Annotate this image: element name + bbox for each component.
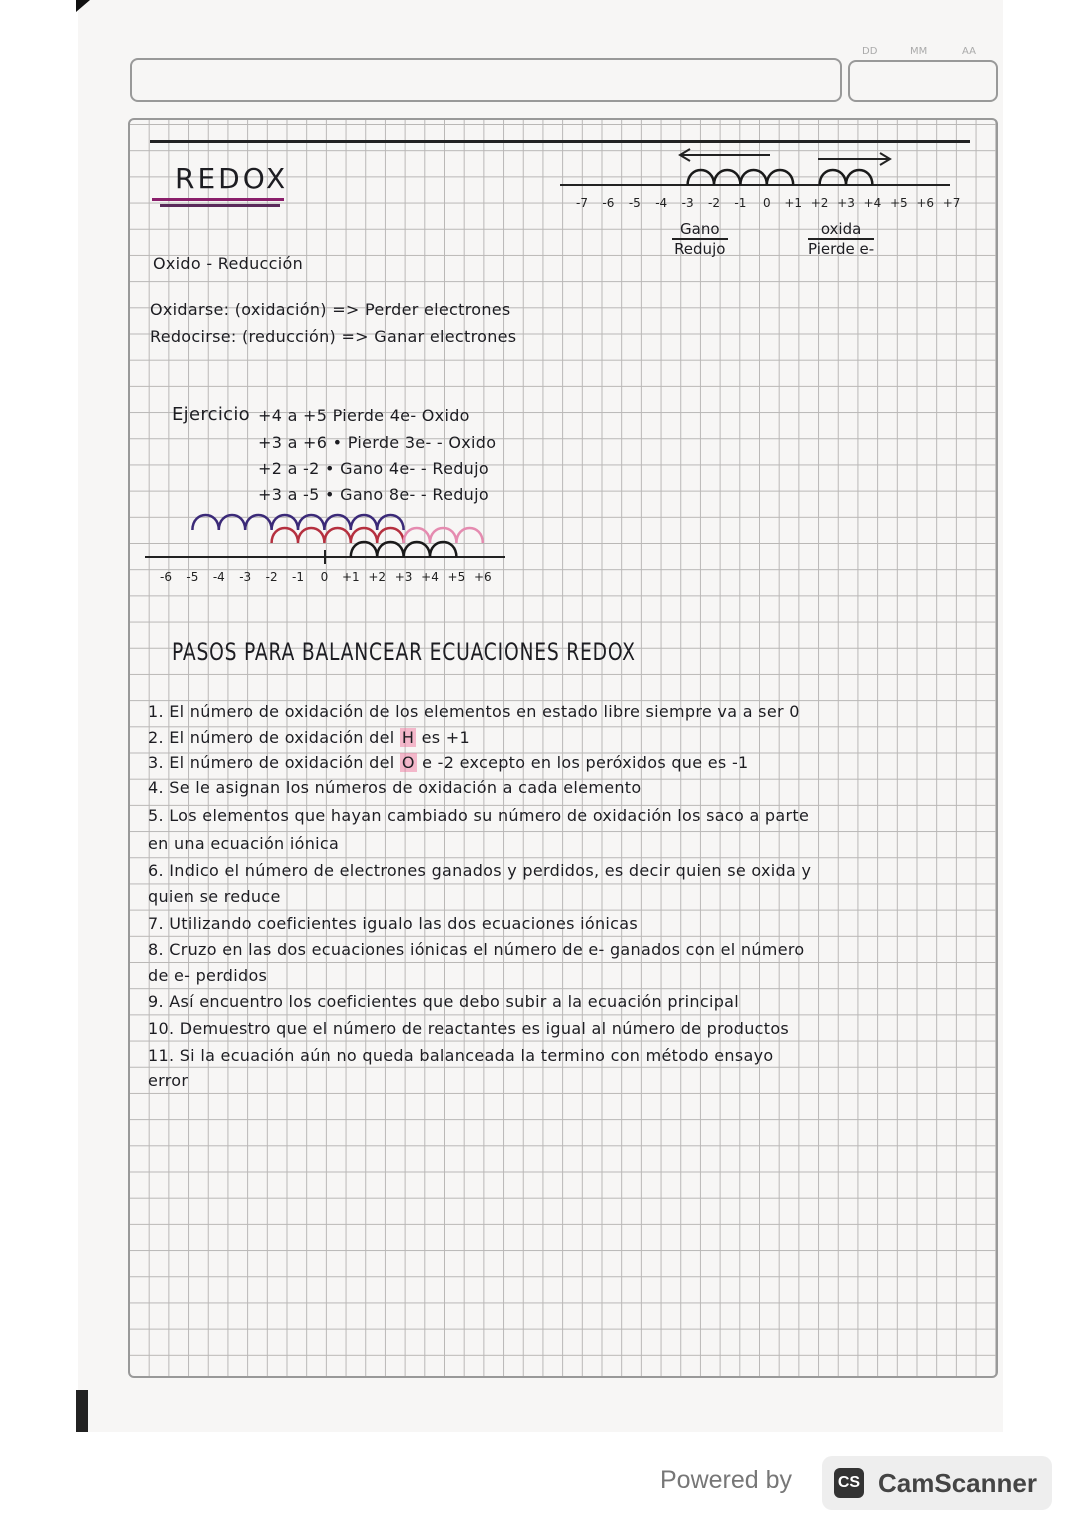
exercise-line-4: +3 a -5 • Gano 8e- - Redujo bbox=[258, 485, 489, 504]
tick-label: +6 bbox=[473, 570, 492, 584]
step-highlight: O bbox=[401, 753, 415, 772]
step-text: quien se reduce bbox=[148, 887, 281, 906]
step-text: 5. Los elementos que hayan cambiado su número de oxidación los saco a parte bbox=[148, 806, 810, 825]
step-text: en una ecuación iónica bbox=[148, 834, 340, 853]
tick-label: 0 bbox=[762, 196, 771, 210]
step-text: 2. El número de oxidación del bbox=[148, 728, 400, 747]
tick-label: 0 bbox=[320, 570, 329, 584]
definition-reduction: Redocirse: (reducción) => Ganar electrones bbox=[150, 327, 517, 346]
definition-oxidation: Oxidarse: (oxidación) => Perder electrones bbox=[150, 300, 511, 319]
tick-label: -1 bbox=[292, 570, 304, 584]
step-text: 10. Demuestro que el número de reactantes es igual al número de productos bbox=[148, 1019, 790, 1038]
step-text: 3. El número de oxidación del bbox=[148, 753, 400, 772]
step-item bbox=[148, 702, 800, 721]
tick-label: -3 bbox=[239, 570, 252, 584]
tick-label: -6 bbox=[160, 570, 172, 584]
step-text: 9. Así encuentro los coeficientes que debo subir a la ecuación principal bbox=[148, 992, 740, 1011]
step-text: 4. Se le asignan los números de oxidación a cada elemento bbox=[148, 778, 642, 797]
step-item bbox=[148, 887, 281, 906]
tick-label: +2 bbox=[810, 196, 829, 210]
step-item bbox=[148, 861, 811, 880]
exercise-line-1: +4 a +5 Pierde 4e- Oxido bbox=[258, 406, 470, 425]
step-text: de e- perdidos bbox=[148, 966, 268, 985]
exercise-line-2: +3 a +6 • Pierde 3e- - Oxido bbox=[258, 433, 497, 452]
tick-label: -2 bbox=[708, 196, 720, 210]
step-text: 7. Utilizando coeficientes igualo las dos ecuaciones iónicas bbox=[148, 914, 639, 933]
step-highlight: H bbox=[401, 728, 415, 747]
note-gano: Gano bbox=[672, 220, 728, 240]
step-text: 1. El número de oxidación de los elementos en estado libre siempre va a ser 0 bbox=[148, 702, 800, 721]
subtitle: Oxido - Reducción bbox=[153, 254, 304, 273]
step-text: error bbox=[148, 1071, 189, 1090]
step-item bbox=[148, 1019, 789, 1038]
tick-label: +3 bbox=[394, 570, 413, 584]
step-item bbox=[148, 966, 267, 985]
step-text-rest: e -2 excepto en los peróxidos que es -1 bbox=[416, 753, 749, 772]
tick-label: +4 bbox=[863, 196, 882, 210]
tick-label: -4 bbox=[212, 570, 225, 584]
electron-jump-arc bbox=[351, 542, 457, 557]
step-item bbox=[148, 992, 739, 1011]
tick-label: +6 bbox=[916, 196, 935, 210]
tick-label: +5 bbox=[889, 196, 908, 210]
tick-label: +1 bbox=[341, 570, 360, 584]
tick-label: +3 bbox=[837, 196, 855, 210]
tick-label: -5 bbox=[186, 570, 199, 584]
step-item bbox=[148, 753, 749, 772]
step-item bbox=[148, 1071, 188, 1090]
step-text-rest: es +1 bbox=[416, 728, 470, 747]
electron-jump-arc bbox=[192, 515, 403, 530]
step-item bbox=[148, 834, 339, 853]
tick-label: +4 bbox=[421, 570, 439, 584]
exercise-label: Ejercicio bbox=[172, 404, 250, 425]
camscanner-brand: CamScanner bbox=[878, 1468, 1037, 1498]
note-oxida: oxida bbox=[808, 220, 874, 240]
page-title: REDOX bbox=[175, 162, 289, 195]
step-item bbox=[148, 1046, 773, 1065]
step-text: 6. Indico el número de electrones ganados y perdidos, es decir quien se oxida y bbox=[148, 861, 812, 880]
tick-label: -5 bbox=[628, 196, 641, 210]
electron-jump-arc bbox=[272, 528, 404, 543]
tick-label: -2 bbox=[265, 570, 278, 584]
tick-label: -3 bbox=[681, 196, 694, 210]
camscanner-badge-icon: CS bbox=[834, 1468, 864, 1498]
tick-label: -6 bbox=[602, 196, 615, 210]
steps-title: PASOS PARA BALANCEAR ECUACIONES REDOX bbox=[172, 638, 636, 666]
step-item bbox=[148, 914, 638, 933]
step-item bbox=[148, 940, 804, 959]
exercise-line-3: +2 a -2 • Gano 4e- - Redujo bbox=[258, 459, 489, 478]
step-text: 11. Si la ecuación aún no queda balanceada la termino con método ensayo bbox=[148, 1046, 774, 1065]
camscanner-logo bbox=[822, 1456, 1052, 1510]
tick-label: +1 bbox=[784, 196, 803, 210]
date-label-dd: DD bbox=[862, 46, 878, 57]
step-item bbox=[148, 728, 470, 747]
tick-label: +5 bbox=[447, 570, 466, 584]
tick-label: +7 bbox=[942, 196, 961, 210]
tick-label: -1 bbox=[734, 196, 747, 210]
step-text: 8. Cruzo en las dos ecuaciones iónicas el número de e- ganados con el número bbox=[148, 940, 805, 959]
step-item bbox=[148, 806, 809, 825]
note-redujo: Redujo bbox=[674, 240, 726, 258]
tick-label: +2 bbox=[368, 570, 387, 584]
date-label-aa: AA bbox=[962, 46, 976, 57]
tick-label: -7 bbox=[576, 196, 588, 210]
powered-by-text: Powered by bbox=[660, 1466, 793, 1494]
tick-label: -4 bbox=[655, 196, 668, 210]
date-label-mm: MM bbox=[910, 46, 928, 57]
note-pierde: Pierde e- bbox=[808, 240, 875, 258]
step-item bbox=[148, 778, 641, 797]
